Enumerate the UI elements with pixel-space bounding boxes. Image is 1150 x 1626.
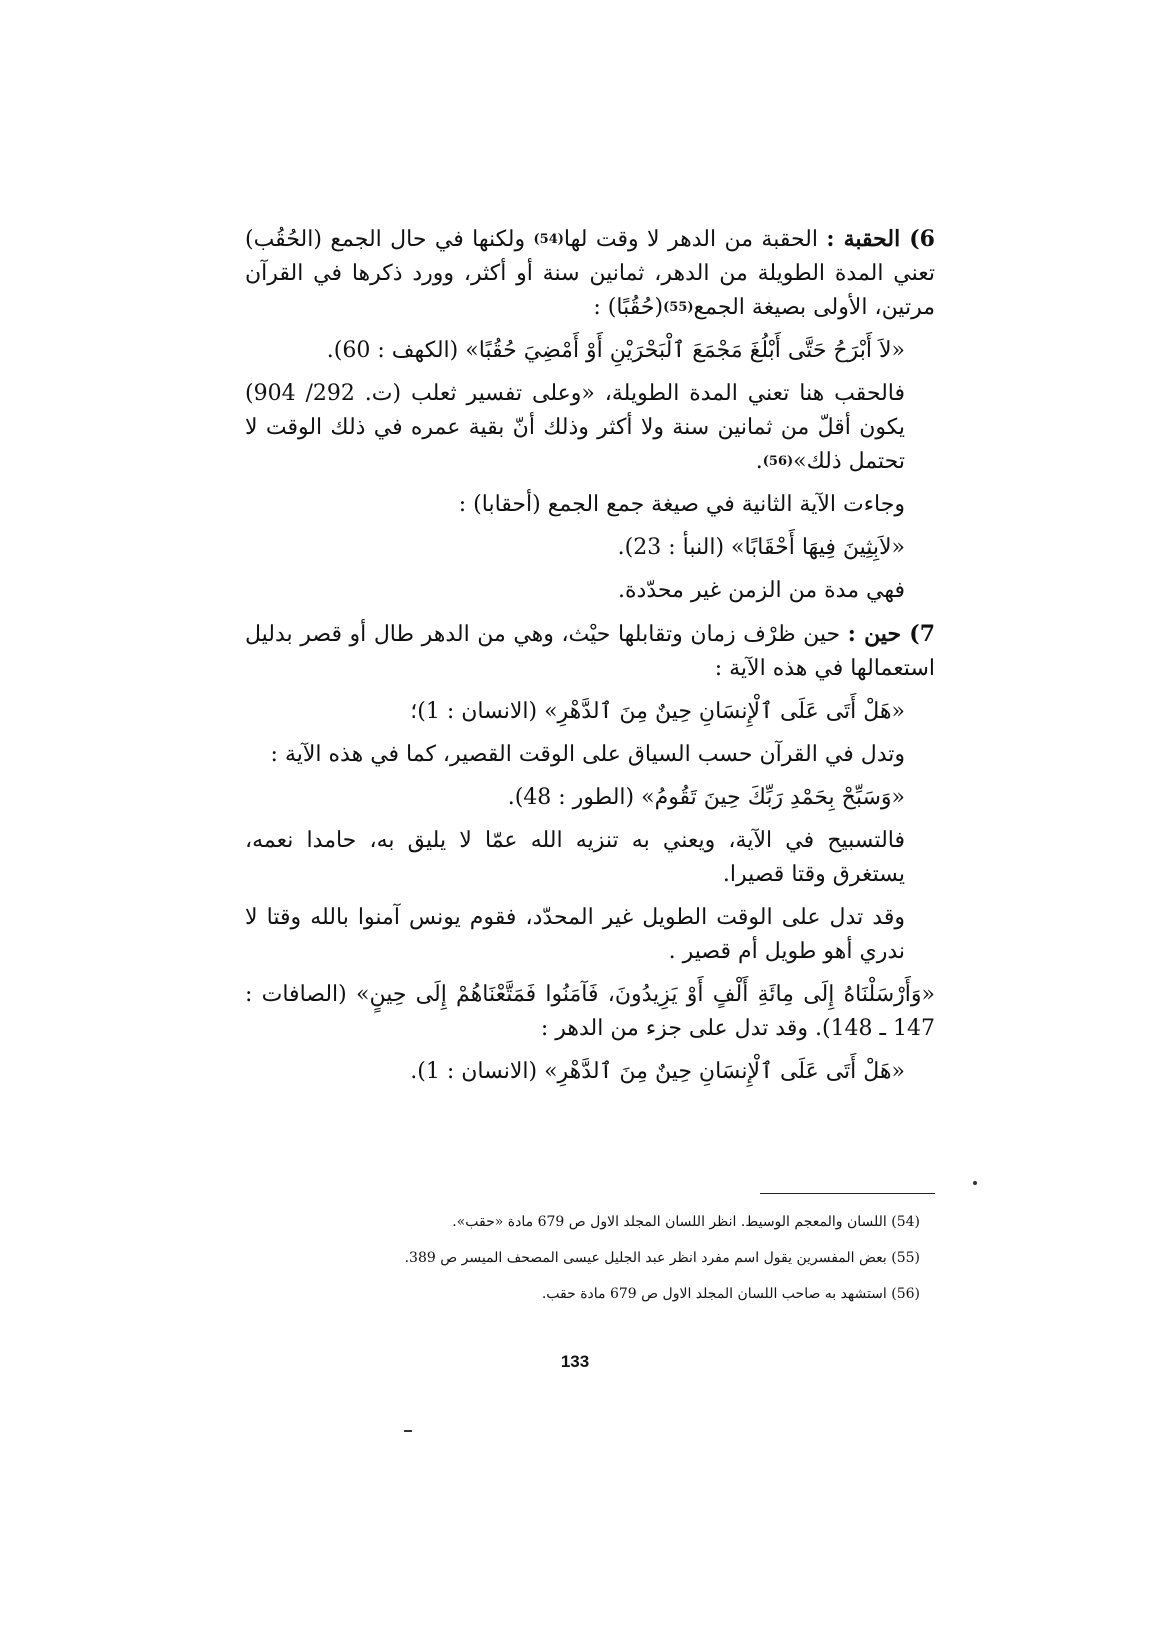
paragraph-huqub-meaning <box>245 377 935 479</box>
paragraph-ahqab: وجاءت الآية الثانية في صيغة جمع الجمع (أحقابا) : <box>458 492 905 517</box>
page-number: 133 <box>560 1352 590 1371</box>
item-label-huqba: 6) الحقبة : <box>826 226 935 252</box>
quran-verse-kahf: «لاَ أَبْرَحُ حَتَّى أَبْلُغَ مَجْمَعَ ٱلْبَحْرَيْنِ أَوْ أَمْضِيَ حُقُبًا» (الكهف : 60). <box>326 338 905 363</box>
quran-verse-insan: «هَلْ أَتَى عَلَى ٱلْإِنسَانِ حِينٌ مِنَ ٱلدَّهْرِ» (الانسان : 1)؛ <box>410 699 905 724</box>
paragraph-text: حين ظرْف زمان وتقابلها حيْث، وهي من الدهر طال أو قصر بدليل استعمالها في هذه الآية : <box>245 622 935 681</box>
quran-verse-saffat: «وَأَرْسَلْنَاهُ إِلَى مِائَةِ أَلْفٍ أَوْ يَزِيدُونَ، فَآمَنُوا فَمَتَّعْنَاهُمْ إِلَى حِينٍ» (الصافات : 147 ـ 148). وقد تدل على جزء من الدهر : <box>245 982 935 1041</box>
item-label-heen: 7) حين : <box>847 621 935 647</box>
footnote-ref-54: (54) <box>533 232 564 247</box>
body-text <box>245 222 935 1098</box>
paragraph-undefined-duration: فهي مدة من الزمن غير محدّدة. <box>618 578 905 603</box>
paragraph-text: ولكنها في حال الجمع (الحُقُب) تعني المدة الطويلة من الدهر، ثمانين سنة أو أكثر، وورد ذكرها في القرآن مرتين، الأولى بصيغة الجمع <box>245 227 935 320</box>
quran-verse-insan-repeat: «هَلْ أَتَى عَلَى ٱلْإِنسَانِ حِينٌ مِنَ ٱلدَّهْرِ» (الانسان : 1). <box>410 1059 905 1084</box>
footnote-56: (56) استشهد به صاحب اللسان المجلد الاول ص 679 مادة حقب. <box>541 1286 920 1302</box>
paragraph-text: الحقبة من الدهر لا وقت لها <box>563 227 827 252</box>
footnote-ref-56: (56) <box>762 454 794 469</box>
quran-verse-naba: «لاَبِثِينَ فِيهَا أَحْقَابًا» (النبأ : 23). <box>617 535 905 560</box>
paragraph-heen <box>245 617 935 686</box>
paragraph-long-time: وقد تدل على الوقت الطويل غير المحدّد، فقوم يونس آمنوا بالله وقتا لا ندري أهو طويل أم قصير . <box>245 905 905 964</box>
paragraph-tasbeeh: فالتسبيح في الآية، ويعني به تنزيه الله عمّا لا يليق به، حامدا نعمه، يستغرق وقتا قصيرا. <box>245 828 905 887</box>
scan-speck <box>973 1181 977 1185</box>
paragraph-text: (حُقُبًا) : <box>593 295 664 320</box>
quran-verse-tur: «وَسَبِّحْ بِحَمْدِ رَبِّكَ حِينَ تَقُومُ» (الطور : 48). <box>507 785 905 810</box>
footnotes <box>300 1212 920 1320</box>
footnote-divider <box>760 1193 935 1194</box>
paragraph-end: . <box>755 449 763 474</box>
paragraph-short-time: وتدل في القرآن حسب السياق على الوقت القصير، كما في هذه الآية : <box>270 742 905 767</box>
paragraph-huqba <box>245 222 935 325</box>
footnote-55: (55) بعض المفسرين يقول اسم مفرد انظر عبد الجليل عيسى المصحف الميسر ص 389. <box>404 1250 920 1266</box>
footnote-54: (54) اللسان والمعجم الوسيط. انظر اللسان المجلد الاول ص 679 مادة «حقب». <box>452 1214 920 1230</box>
scan-speck <box>404 1430 412 1432</box>
paragraph-text: فالحقب هنا تعني المدة الطويلة، «وعلى تفسير ثعلب (ت. 292/ 904) يكون أقلّ من ثمانين سنة ولا أكثر وذلك أنّ بقية عمره في ذلك الوقت لا تحتمل ذلك» <box>245 381 906 474</box>
footnote-ref-55: (55) <box>663 300 694 315</box>
